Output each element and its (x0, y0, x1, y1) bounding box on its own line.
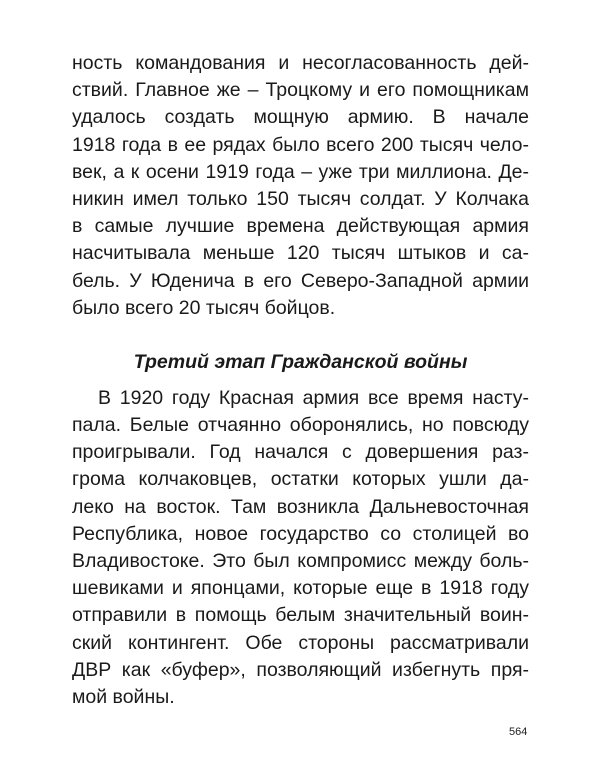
text-line: ский контингент. Обе стороны рассматривали (72, 631, 529, 654)
text-line: мой войны. (72, 685, 175, 708)
page-number: 564 (509, 726, 528, 738)
document-page (72, 50, 529, 711)
text-line: 1918 года в ее рядах было всего 200 тысяч чело- (72, 133, 529, 156)
text-line: В 1920 году Красная армия все время насту- (98, 386, 529, 409)
text-line: грома колчаковцев, остатки которых ушли да- (72, 468, 529, 491)
paragraph-2 (72, 385, 529, 711)
text-line: Республика, новое государство со столицей во (72, 522, 529, 545)
text-line: Владивостоке. Это был компромисс между боль- (72, 550, 529, 572)
text-line: пала. Белые отчаянно оборонялись, но повсюду (72, 414, 529, 437)
text-line: насчитывала меньше 120 тысяч штыков и са- (72, 242, 529, 265)
text-line: отправили в помощь белым значительный воин- (72, 604, 529, 627)
text-line: ствий. Главное же – Троцкому и его помощникам (72, 79, 529, 102)
text-line: бель. У Юденича в его Северо-Западной армии (72, 269, 529, 292)
section-heading: Третий этап Гражданской войны (133, 350, 468, 373)
text-line: шевиками и японцами, которые еще в 1918 году (72, 577, 529, 600)
text-line: в самые лучшие времена действующая армия (72, 215, 529, 238)
text-line: удалось создать мощную армию. В начале (72, 106, 529, 129)
text-line: век, а к осени 1919 года – уже три миллиона. Де- (72, 160, 529, 183)
text-line: было всего 20 тысяч бойцов. (72, 296, 336, 319)
text-line: ность командования и несогласованность дей- (72, 52, 529, 74)
text-line: ДВР как «буфер», позволяющий избегнуть пря- (72, 658, 529, 681)
text-line: никин имел только 150 тысяч солдат. У Колчака (72, 187, 529, 210)
text-line: леко на восток. Там возникла Дальневосточная (72, 495, 529, 518)
paragraph-1 (72, 50, 529, 322)
text-line: проигрывали. Год начался с довершения раз- (72, 441, 529, 464)
